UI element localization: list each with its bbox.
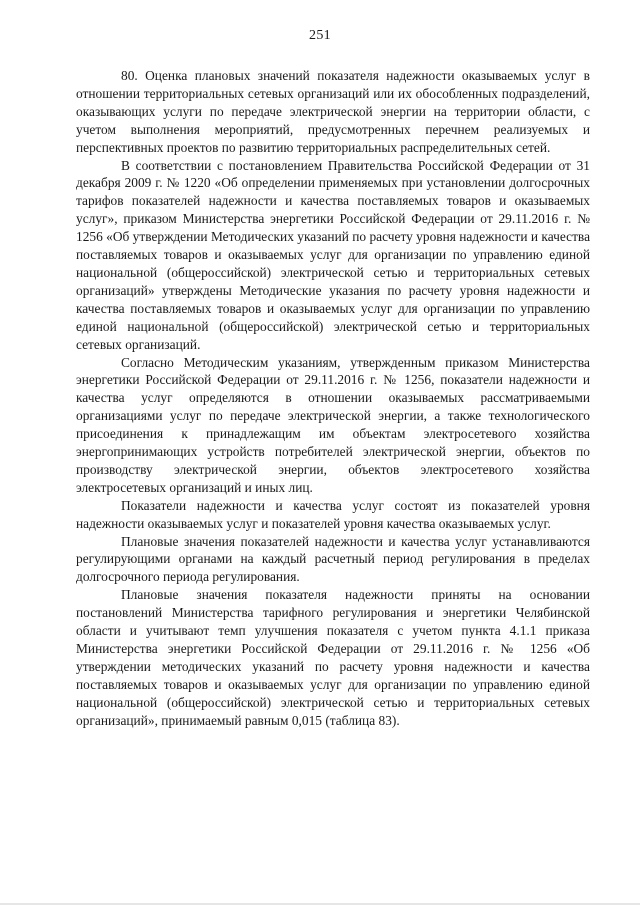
paragraph-indicator-composition: Показатели надежности и качества услуг состоят из показателей уровня надежности оказываемых услуг и показателей уровня качества оказываемых услуг. [76, 497, 590, 531]
document-body [76, 67, 590, 730]
paragraph-item-80-heading: 80. Оценка плановых значений показателя надежности оказываемых услуг в отношении территориальных сетевых организаций или их обособленных подразделений, оказывающих услуги по передаче электрической энергии на территории области, с учетом выполнения мероприятий, предусмотренных перечнем реализуемых и перспективных проектов по развитию территориальных распределительных сетей. [76, 68, 590, 155]
paragraph-planned-values-basis: Плановые значения показателя надежности приняты на основании постановлений Министерства тарифного регулирования и энергетики Челябинской области и учитывают темп улучшения показателя с учетом пункта 4.1.1 приказа Министерства энергетики Российской Федерации от 29.11.2016 г. № 1256 «Об утверждении методических указаний по расчету уровня надежности и качества поставляемых товаров и оказываемых услуг для организации по управлению единой национальной (общероссийской) электрической сетью и территориальных сетевых организаций», принимаемый равным 0,015 (таблица 83). [76, 587, 590, 728]
paragraph-methodical-guidelines: Согласно Методическим указаниям, утвержденным приказом Министерства энергетики Российской Федерации от 29.11.2016 г. № 1256, показатели надежности и качества услуг определяются в отношении оказываемых рассматриваемыми организациями услуг по передаче электрической энергии, а также технологического присоединения к принадлежащим им объектам электросетевого хозяйства энергопринимающих устройств потребителей электрической энергии, объектов по производству электрической энергии, объектов электросетевого хозяйства электросетевых организаций и иных лиц. [76, 354, 590, 495]
paragraph-legal-basis: В соответствии с постановлением Правительства Российской Федерации от 31 декабря 2009 г. № 1220 «Об определении применяемых при установлении долгосрочных тарифов показателей надежности и качества поставляемых товаров и оказываемых услуг», приказом Министерства энергетики Российской Федерации от 29.11.2016 г. № 1256 «Об утверждении Методических указаний по расчету уровня надежности и качества поставляемых товаров и оказываемых услуг для организации по управлению единой национальной (общероссийской) электрической сетью и территориальных сетевых организаций» утверждены Методические указания по расчету уровня надежности и качества поставляемых товаров и оказываемых услуг для организации по управлению единой национальной (общероссийской) электрической сетью и территориальных сетевых организаций. [76, 157, 591, 352]
page-number: 251 [309, 28, 331, 43]
paragraph-planned-values-regulators: Плановые значения показателей надежности и качества услуг устанавливаются регулирующими органами на каждый расчетный период регулирования в пределах долгосрочного периода регулирования. [76, 533, 590, 585]
